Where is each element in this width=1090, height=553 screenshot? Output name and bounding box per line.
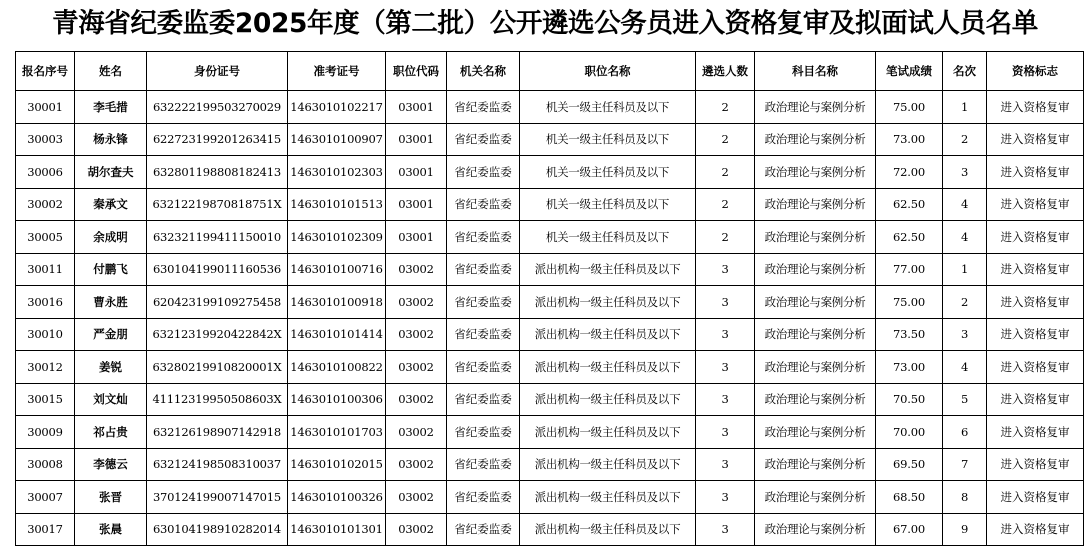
cell-agency-name: 省纪委监委 [447, 156, 520, 189]
cell-position-code: 03002 [386, 481, 447, 514]
cell-agency-name: 省纪委监委 [447, 383, 520, 416]
cell-registration-no: 30003 [16, 123, 75, 156]
cell-rank: 1 [943, 253, 987, 286]
cell-agency-name: 省纪委监委 [447, 253, 520, 286]
cell-id-number: 63280219910820001X [147, 351, 288, 384]
cell-written-score: 70.00 [876, 416, 943, 449]
cell-subject-name: 政治理论与案例分析 [755, 513, 876, 546]
cell-rank: 3 [943, 156, 987, 189]
cell-quota: 3 [696, 318, 755, 351]
header-agency: 机关名称 [447, 52, 520, 91]
cell-id-number: 632124198508310037 [147, 448, 288, 481]
cell-quota: 3 [696, 448, 755, 481]
cell-candidate-name: 李毛措 [75, 91, 147, 124]
cell-qualification: 进入资格复审 [987, 383, 1084, 416]
cell-id-number: 632126198907142918 [147, 416, 288, 449]
cell-rank: 3 [943, 318, 987, 351]
cell-position-code: 03002 [386, 448, 447, 481]
cell-qualification: 进入资格复审 [987, 253, 1084, 286]
cell-rank: 2 [943, 286, 987, 319]
cell-qualification: 进入资格复审 [987, 286, 1084, 319]
cell-registration-no: 30010 [16, 318, 75, 351]
header-qualification: 资格标志 [987, 52, 1084, 91]
cell-registration-no: 30006 [16, 156, 75, 189]
cell-position-title: 机关一级主任科员及以下 [520, 156, 696, 189]
cell-written-score: 75.00 [876, 91, 943, 124]
header-name: 姓名 [75, 52, 147, 91]
table-row [16, 383, 1084, 416]
cell-rank: 7 [943, 448, 987, 481]
cell-candidate-name: 严金朋 [75, 318, 147, 351]
cell-candidate-name: 张晨 [75, 513, 147, 546]
cell-quota: 3 [696, 253, 755, 286]
cell-quota: 3 [696, 481, 755, 514]
cell-exam-ticket: 1463010102217 [288, 91, 386, 124]
cell-registration-no: 30007 [16, 481, 75, 514]
cell-id-number: 630104199011160536 [147, 253, 288, 286]
header-quota: 遴选人数 [696, 52, 755, 91]
cell-id-number: 370124199007147015 [147, 481, 288, 514]
cell-position-code: 03001 [386, 188, 447, 221]
cell-exam-ticket: 1463010102309 [288, 221, 386, 254]
cell-registration-no: 30016 [16, 286, 75, 319]
cell-written-score: 73.00 [876, 123, 943, 156]
header-position-code: 职位代码 [386, 52, 447, 91]
cell-agency-name: 省纪委监委 [447, 351, 520, 384]
cell-exam-ticket: 1463010101513 [288, 188, 386, 221]
cell-candidate-name: 余成明 [75, 221, 147, 254]
cell-position-code: 03002 [386, 383, 447, 416]
cell-position-title: 派出机构一级主任科员及以下 [520, 416, 696, 449]
cell-subject-name: 政治理论与案例分析 [755, 351, 876, 384]
table-row [16, 318, 1084, 351]
cell-rank: 1 [943, 91, 987, 124]
table-row [16, 416, 1084, 449]
cell-exam-ticket: 1463010101414 [288, 318, 386, 351]
cell-exam-ticket: 1463010100907 [288, 123, 386, 156]
cell-registration-no: 30015 [16, 383, 75, 416]
cell-id-number: 622723199201263415 [147, 123, 288, 156]
cell-registration-no: 30009 [16, 416, 75, 449]
cell-position-title: 机关一级主任科员及以下 [520, 221, 696, 254]
cell-registration-no: 30005 [16, 221, 75, 254]
cell-id-number: 632321199411150010 [147, 221, 288, 254]
cell-candidate-name: 祁占贵 [75, 416, 147, 449]
header-rank: 名次 [943, 52, 987, 91]
table-row [16, 123, 1084, 156]
cell-subject-name: 政治理论与案例分析 [755, 123, 876, 156]
cell-registration-no: 30011 [16, 253, 75, 286]
cell-registration-no: 30012 [16, 351, 75, 384]
cell-agency-name: 省纪委监委 [447, 123, 520, 156]
cell-id-number: 63212219870818751X [147, 188, 288, 221]
cell-agency-name: 省纪委监委 [447, 513, 520, 546]
cell-candidate-name: 杨永锋 [75, 123, 147, 156]
cell-position-title: 派出机构一级主任科员及以下 [520, 513, 696, 546]
cell-registration-no: 30001 [16, 91, 75, 124]
cell-subject-name: 政治理论与案例分析 [755, 286, 876, 319]
table-row [16, 156, 1084, 189]
cell-rank: 5 [943, 383, 987, 416]
cell-position-code: 03002 [386, 318, 447, 351]
cell-subject-name: 政治理论与案例分析 [755, 253, 876, 286]
cell-written-score: 77.00 [876, 253, 943, 286]
cell-qualification: 进入资格复审 [987, 156, 1084, 189]
table-header-row [16, 52, 1084, 91]
cell-candidate-name: 李德云 [75, 448, 147, 481]
cell-agency-name: 省纪委监委 [447, 188, 520, 221]
cell-position-title: 派出机构一级主任科员及以下 [520, 286, 696, 319]
cell-position-title: 机关一级主任科员及以下 [520, 91, 696, 124]
cell-id-number: 620423199109275458 [147, 286, 288, 319]
cell-exam-ticket: 1463010100918 [288, 286, 386, 319]
cell-id-number: 63212319920422842X [147, 318, 288, 351]
cell-position-title: 派出机构一级主任科员及以下 [520, 318, 696, 351]
cell-quota: 2 [696, 91, 755, 124]
cell-position-code: 03002 [386, 286, 447, 319]
document-title: 青海省纪委监委2025年度（第二批）公开遴选公务员进入资格复审及拟面试人员名单 [52, 8, 1038, 39]
cell-position-title: 派出机构一级主任科员及以下 [520, 383, 696, 416]
cell-agency-name: 省纪委监委 [447, 416, 520, 449]
table-row [16, 448, 1084, 481]
cell-exam-ticket: 1463010101301 [288, 513, 386, 546]
cell-position-title: 机关一级主任科员及以下 [520, 123, 696, 156]
cell-written-score: 62.50 [876, 221, 943, 254]
cell-candidate-name: 胡尔查夫 [75, 156, 147, 189]
cell-subject-name: 政治理论与案例分析 [755, 448, 876, 481]
cell-position-code: 03001 [386, 221, 447, 254]
cell-position-title: 派出机构一级主任科员及以下 [520, 253, 696, 286]
cell-position-code: 03001 [386, 156, 447, 189]
header-position-title: 职位名称 [520, 52, 696, 91]
cell-position-title: 派出机构一级主任科员及以下 [520, 481, 696, 514]
cell-position-code: 03002 [386, 351, 447, 384]
cell-rank: 4 [943, 188, 987, 221]
cell-position-code: 03002 [386, 416, 447, 449]
cell-subject-name: 政治理论与案例分析 [755, 188, 876, 221]
cell-position-code: 03001 [386, 123, 447, 156]
cell-exam-ticket: 1463010100306 [288, 383, 386, 416]
cell-quota: 2 [696, 188, 755, 221]
cell-exam-ticket: 1463010102303 [288, 156, 386, 189]
cell-subject-name: 政治理论与案例分析 [755, 91, 876, 124]
cell-id-number: 632222199503270029 [147, 91, 288, 124]
cell-qualification: 进入资格复审 [987, 481, 1084, 514]
cell-subject-name: 政治理论与案例分析 [755, 416, 876, 449]
header-subject: 科目名称 [755, 52, 876, 91]
cell-written-score: 72.00 [876, 156, 943, 189]
cell-qualification: 进入资格复审 [987, 448, 1084, 481]
cell-written-score: 70.50 [876, 383, 943, 416]
cell-subject-name: 政治理论与案例分析 [755, 156, 876, 189]
cell-rank: 4 [943, 351, 987, 384]
table-row [16, 188, 1084, 221]
cell-quota: 2 [696, 221, 755, 254]
cell-registration-no: 30017 [16, 513, 75, 546]
cell-rank: 8 [943, 481, 987, 514]
cell-quota: 3 [696, 513, 755, 546]
cell-position-title: 机关一级主任科员及以下 [520, 188, 696, 221]
cell-quota: 3 [696, 286, 755, 319]
cell-written-score: 73.50 [876, 318, 943, 351]
cell-exam-ticket: 1463010100822 [288, 351, 386, 384]
cell-exam-ticket: 1463010102015 [288, 448, 386, 481]
cell-candidate-name: 付鹏飞 [75, 253, 147, 286]
cell-agency-name: 省纪委监委 [447, 286, 520, 319]
table-row [16, 253, 1084, 286]
header-registration-no: 报名序号 [16, 52, 75, 91]
table-row [16, 351, 1084, 384]
cell-qualification: 进入资格复审 [987, 318, 1084, 351]
cell-agency-name: 省纪委监委 [447, 91, 520, 124]
table-row [16, 481, 1084, 514]
cell-agency-name: 省纪委监委 [447, 318, 520, 351]
cell-quota: 3 [696, 383, 755, 416]
cell-exam-ticket: 1463010100326 [288, 481, 386, 514]
candidate-table [15, 51, 1084, 546]
cell-exam-ticket: 1463010100716 [288, 253, 386, 286]
cell-position-title: 派出机构一级主任科员及以下 [520, 448, 696, 481]
cell-agency-name: 省纪委监委 [447, 481, 520, 514]
cell-qualification: 进入资格复审 [987, 416, 1084, 449]
cell-position-code: 03002 [386, 253, 447, 286]
cell-rank: 6 [943, 416, 987, 449]
cell-subject-name: 政治理论与案例分析 [755, 481, 876, 514]
cell-candidate-name: 秦承文 [75, 188, 147, 221]
cell-quota: 2 [696, 156, 755, 189]
cell-written-score: 67.00 [876, 513, 943, 546]
cell-qualification: 进入资格复审 [987, 188, 1084, 221]
cell-quota: 2 [696, 123, 755, 156]
cell-id-number: 41112319950508603X [147, 383, 288, 416]
header-written-score: 笔试成绩 [876, 52, 943, 91]
cell-quota: 3 [696, 416, 755, 449]
cell-agency-name: 省纪委监委 [447, 221, 520, 254]
header-exam-ticket: 准考证号 [288, 52, 386, 91]
cell-qualification: 进入资格复审 [987, 351, 1084, 384]
cell-rank: 9 [943, 513, 987, 546]
cell-qualification: 进入资格复审 [987, 221, 1084, 254]
cell-written-score: 69.50 [876, 448, 943, 481]
table-row [16, 513, 1084, 546]
cell-rank: 4 [943, 221, 987, 254]
cell-candidate-name: 刘文灿 [75, 383, 147, 416]
cell-qualification: 进入资格复审 [987, 91, 1084, 124]
cell-written-score: 62.50 [876, 188, 943, 221]
cell-subject-name: 政治理论与案例分析 [755, 383, 876, 416]
cell-registration-no: 30002 [16, 188, 75, 221]
cell-candidate-name: 姜锐 [75, 351, 147, 384]
cell-qualification: 进入资格复审 [987, 513, 1084, 546]
cell-qualification: 进入资格复审 [987, 123, 1084, 156]
table-row [16, 221, 1084, 254]
cell-candidate-name: 曹永胜 [75, 286, 147, 319]
table-row [16, 91, 1084, 124]
cell-written-score: 73.00 [876, 351, 943, 384]
cell-position-title: 派出机构一级主任科员及以下 [520, 351, 696, 384]
header-id-number: 身份证号 [147, 52, 288, 91]
cell-written-score: 75.00 [876, 286, 943, 319]
table-row [16, 286, 1084, 319]
cell-id-number: 632801198808182413 [147, 156, 288, 189]
cell-subject-name: 政治理论与案例分析 [755, 221, 876, 254]
cell-registration-no: 30008 [16, 448, 75, 481]
cell-subject-name: 政治理论与案例分析 [755, 318, 876, 351]
cell-position-code: 03001 [386, 91, 447, 124]
cell-exam-ticket: 1463010101703 [288, 416, 386, 449]
cell-id-number: 630104198910282014 [147, 513, 288, 546]
cell-written-score: 68.50 [876, 481, 943, 514]
cell-agency-name: 省纪委监委 [447, 448, 520, 481]
table-body [16, 91, 1084, 546]
cell-candidate-name: 张晋 [75, 481, 147, 514]
cell-rank: 2 [943, 123, 987, 156]
cell-position-code: 03002 [386, 513, 447, 546]
cell-quota: 3 [696, 351, 755, 384]
